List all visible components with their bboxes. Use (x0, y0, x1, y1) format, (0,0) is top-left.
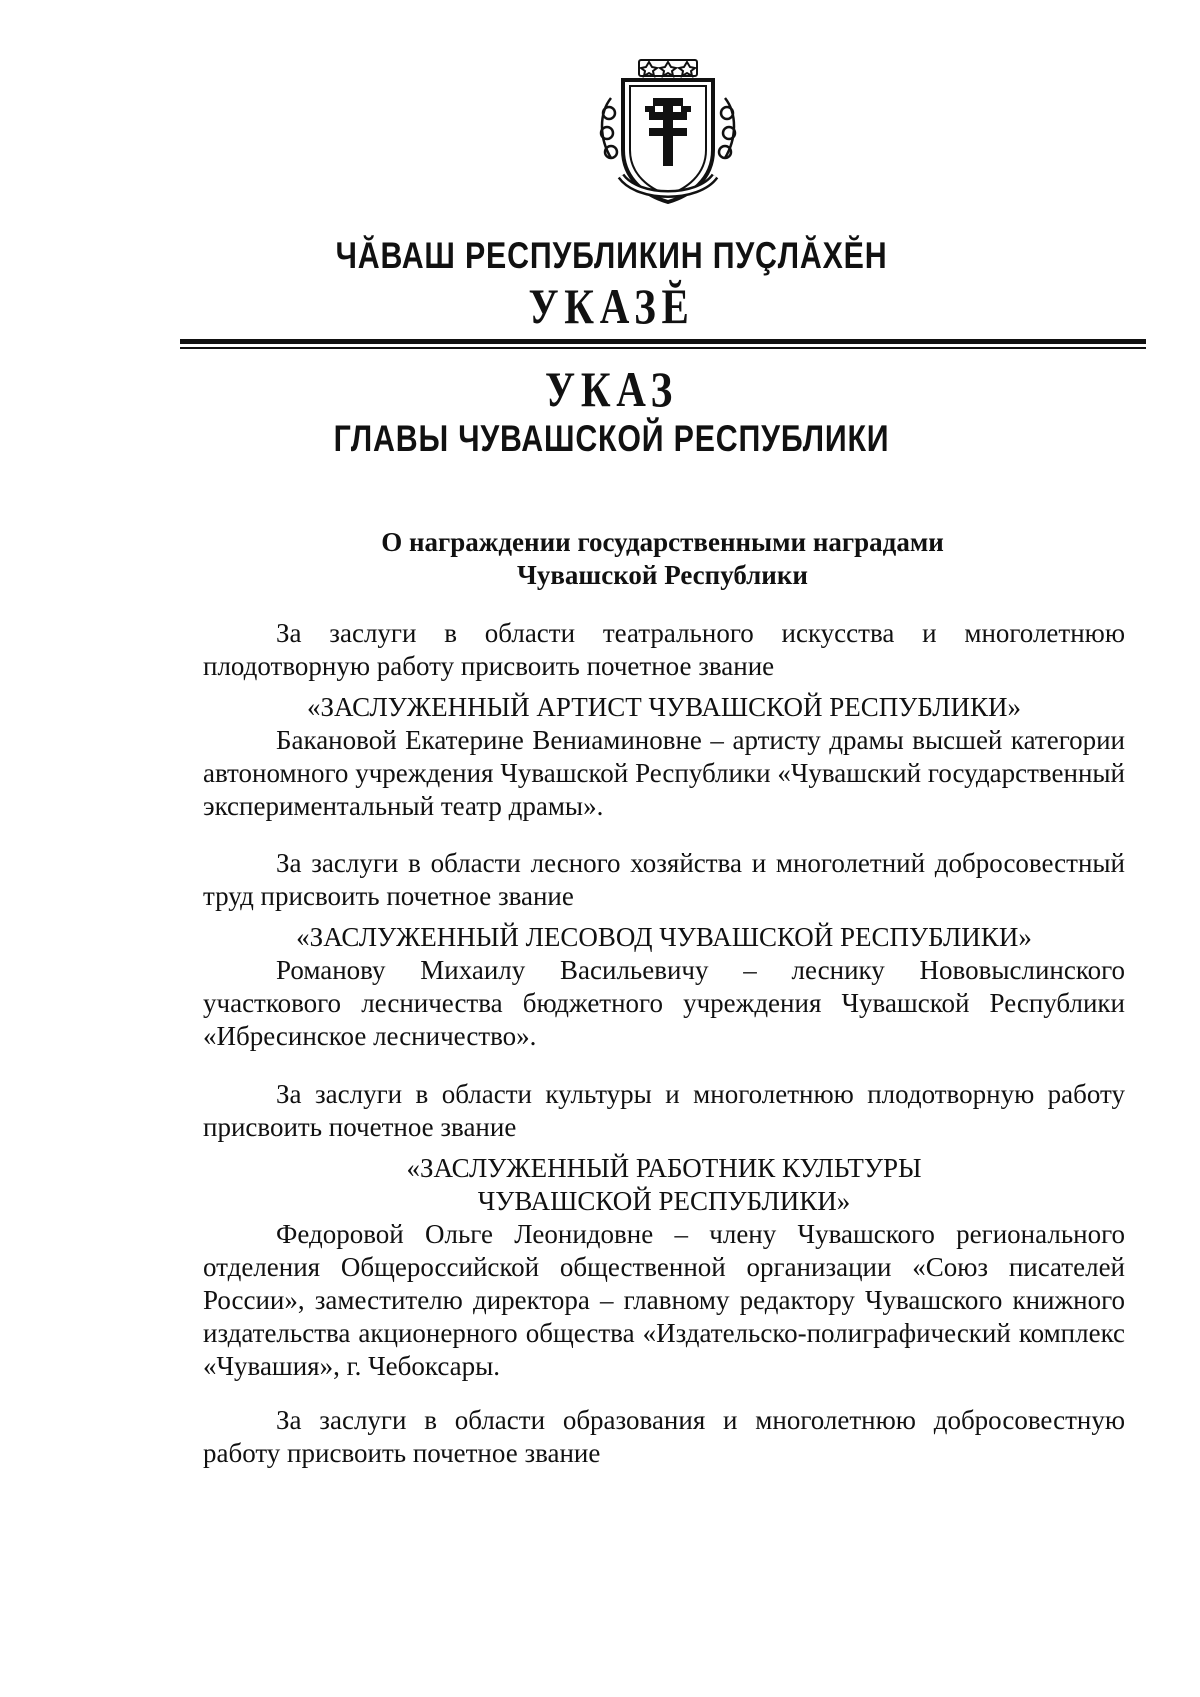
header-chuvash-title: ЧĂВАШ РЕСПУБЛИКИН ПУÇЛĂХĔН (335, 235, 888, 276)
header-divider-thick (180, 339, 1146, 344)
section-1-title: «ЗАСЛУЖЕННЫЙ АРТИСТ ЧУВАШСКОЙ РЕСПУБЛИКИ» (306, 692, 1022, 722)
coat-of-arms-emblem (593, 58, 743, 204)
header-chuvash-decree-word: УКАЗĔ (528, 278, 695, 334)
section-2-intro: За заслуги в области лесного хозяйства и многолетний добросовестный труд присвоить почетное звание (203, 848, 1125, 911)
section-1-recipient: Бакановой Екатерине Вениаминовне – артисту драмы высшей категории автономного учреждения Чувашской Республики «Чувашский государственный экспериментальный театр драмы». (203, 725, 1125, 821)
section-2-recipient: Романову Михаилу Васильевичу – леснику Нововыслинского участкового лесничества бюджетного учреждения Чувашской Республики «Ибресинское лесничество». (203, 955, 1125, 1051)
subject-line-2: Чувашской Республики (517, 560, 808, 590)
header-divider-thin (180, 347, 1146, 349)
section-2-title: «ЗАСЛУЖЕННЫЙ ЛЕСОВОД ЧУВАШСКОЙ РЕСПУБЛИКИ» (296, 922, 1032, 952)
section-3-intro: За заслуги в области культуры и многолетнюю плодотворную работу присвоить почетное звание (203, 1079, 1125, 1142)
subject-line-1: О награждении государственными наградами (381, 527, 944, 557)
section-3-recipient: Федоровой Ольге Леонидовне – члену Чувашского регионального отделения Общероссийской общественной организации «Союз писателей России», заместителю директора – главному редактору Чувашского книжного издательства акционерного общества «Издательско-полиграфический комплекс «Чувашия», г. Чебоксары. (203, 1219, 1125, 1381)
decree-subject (0, 526, 1200, 592)
crown-stars-icon (639, 60, 697, 76)
section-1-intro: За заслуги в области театрального искусства и многолетнюю плодотворную работу присвоить почетное звание (203, 618, 1125, 681)
header-russian-decree-word: УКАЗ (545, 361, 679, 417)
header-russian-title: ГЛАВЫ ЧУВАШСКОЙ РЕСПУБЛИКИ (333, 418, 890, 459)
section-3-title-line-2: ЧУВАШСКОЙ РЕСПУБЛИКИ» (477, 1186, 851, 1216)
section-3-title-line-1: «ЗАСЛУЖЕННЫЙ РАБОТНИК КУЛЬТУРЫ (406, 1153, 922, 1183)
section-4-intro: За заслуги в области образования и многолетнюю добросовестную работу присвоить почетное звание (203, 1405, 1125, 1468)
